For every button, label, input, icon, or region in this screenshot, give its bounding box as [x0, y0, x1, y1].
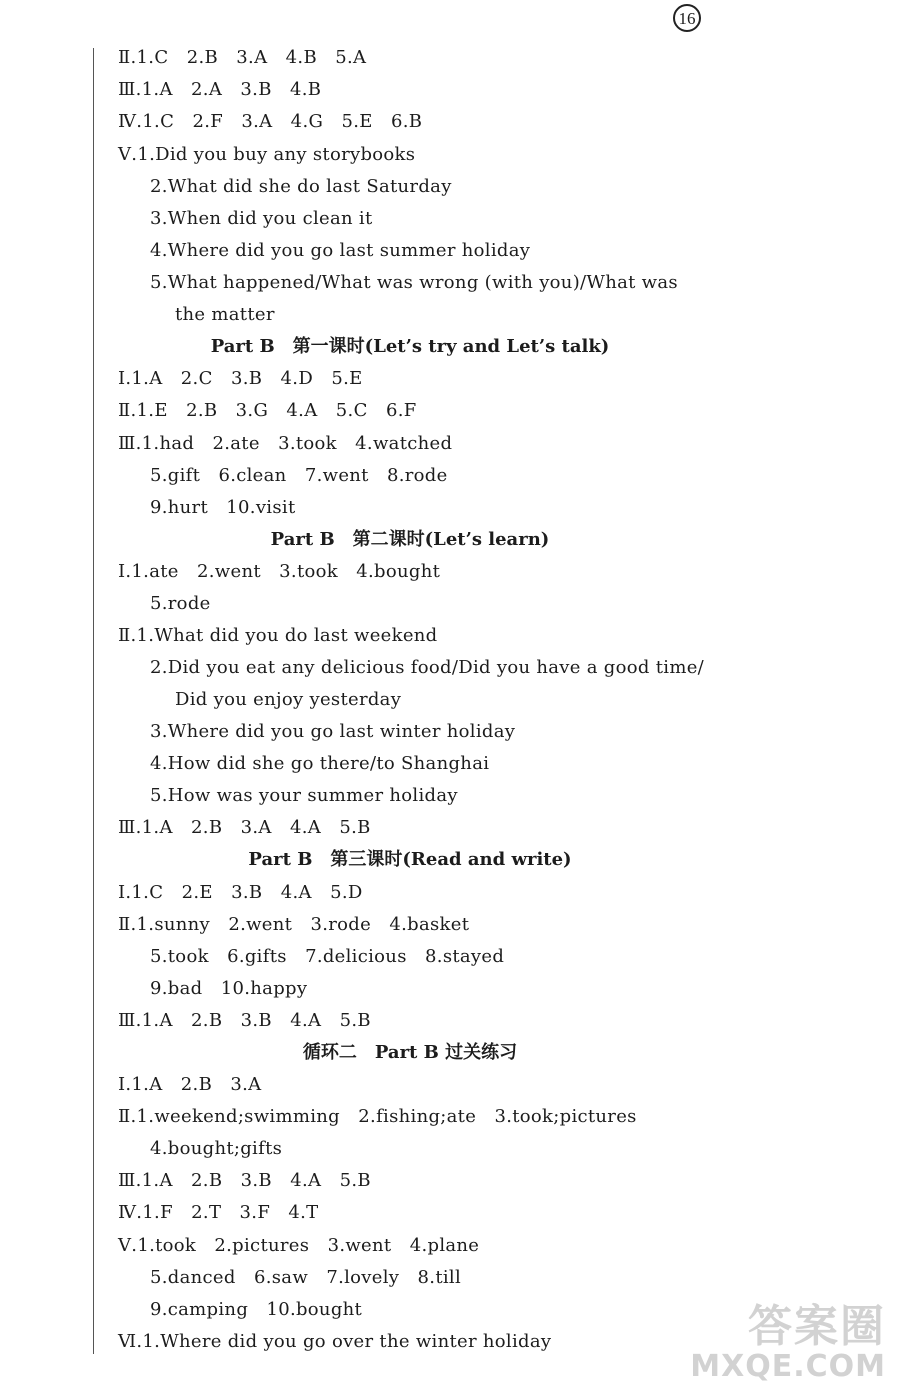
answer-line: Ⅱ.1.sunny 2.went 3.rode 4.basket: [118, 914, 470, 935]
answer-line: 9.bad 10.happy: [150, 978, 308, 999]
answer-line: 9.hurt 10.visit: [150, 497, 296, 518]
answer-line: 5.gift 6.clean 7.went 8.rode: [150, 465, 448, 486]
answer-line: Ⅰ.1.A 2.B 3.A: [118, 1074, 262, 1095]
answer-line: Ⅴ.1.Did you buy any storybooks: [118, 144, 416, 165]
watermark: [690, 1301, 886, 1384]
answer-line: 5.What happened/What was wrong (with you)/What was: [150, 272, 678, 293]
section-heading: Part B 第一课时(Let’s try and Let’s talk): [210, 336, 610, 357]
answer-line: Ⅱ.1.C 2.B 3.A 4.B 5.A: [118, 47, 367, 68]
answer-line: 3.Where did you go last winter holiday: [150, 721, 516, 742]
answer-line: 5.How was your summer holiday: [150, 785, 458, 806]
answer-line: Ⅲ.1.A 2.A 3.B 4.B: [118, 79, 322, 100]
answer-line: 5.rode: [150, 593, 211, 614]
answer-line: 2.What did she do last Saturday: [150, 176, 452, 197]
answer-line: Ⅰ.1.A 2.C 3.B 4.D 5.E: [118, 368, 363, 389]
answer-line: Ⅲ.1.A 2.B 3.B 4.A 5.B: [118, 1010, 371, 1031]
section-heading: Part B 第二课时(Let’s learn): [270, 529, 550, 550]
answer-line: 4.How did she go there/to Shanghai: [150, 753, 490, 774]
answer-line: Ⅱ.1.What did you do last weekend: [118, 625, 438, 646]
answer-line: Ⅲ.1.A 2.B 3.B 4.A 5.B: [118, 1170, 371, 1191]
margin-rule: [93, 48, 94, 1354]
answer-line: 5.took 6.gifts 7.delicious 8.stayed: [150, 946, 505, 967]
answer-line: Ⅳ.1.C 2.F 3.A 4.G 5.E 6.B: [118, 111, 423, 132]
answer-line: Ⅱ.1.E 2.B 3.G 4.A 5.C 6.F: [118, 400, 417, 421]
answer-line: Did you enjoy yesterday: [175, 689, 402, 710]
answer-line: 4.Where did you go last summer holiday: [150, 240, 531, 261]
answer-line: Ⅰ.1.ate 2.went 3.took 4.bought: [118, 561, 441, 582]
section-heading: Part B 第三课时(Read and write): [248, 849, 572, 870]
answer-line: Ⅲ.1.A 2.B 3.A 4.A 5.B: [118, 817, 371, 838]
answer-line: Ⅲ.1.had 2.ate 3.took 4.watched: [118, 433, 453, 454]
section-heading: 循环二 Part B 过关练习: [302, 1042, 518, 1063]
answer-line: Ⅳ.1.F 2.T 3.F 4.T: [118, 1202, 319, 1223]
answer-line: Ⅴ.1.took 2.pictures 3.went 4.plane: [118, 1235, 480, 1256]
answer-line: 9.camping 10.bought: [150, 1299, 363, 1320]
answer-line: Ⅱ.1.weekend;swimming 2.fishing;ate 3.took;pictures: [118, 1106, 637, 1127]
answer-line: 3.When did you clean it: [150, 208, 373, 229]
watermark-logo-text: 答案圈: [748, 1301, 886, 1353]
answer-line: 5.danced 6.saw 7.lovely 8.till: [150, 1267, 462, 1288]
answer-line: 2.Did you eat any delicious food/Did you have a good time/: [150, 657, 705, 678]
page-number: 16: [673, 4, 701, 32]
answer-line: 4.bought;gifts: [150, 1138, 283, 1159]
answer-line: Ⅰ.1.C 2.E 3.B 4.A 5.D: [118, 882, 363, 903]
watermark-url: MXQE.COM: [690, 1348, 886, 1384]
answer-line: Ⅵ.1.Where did you go over the winter holiday: [118, 1331, 552, 1352]
answer-line: the matter: [175, 304, 275, 325]
